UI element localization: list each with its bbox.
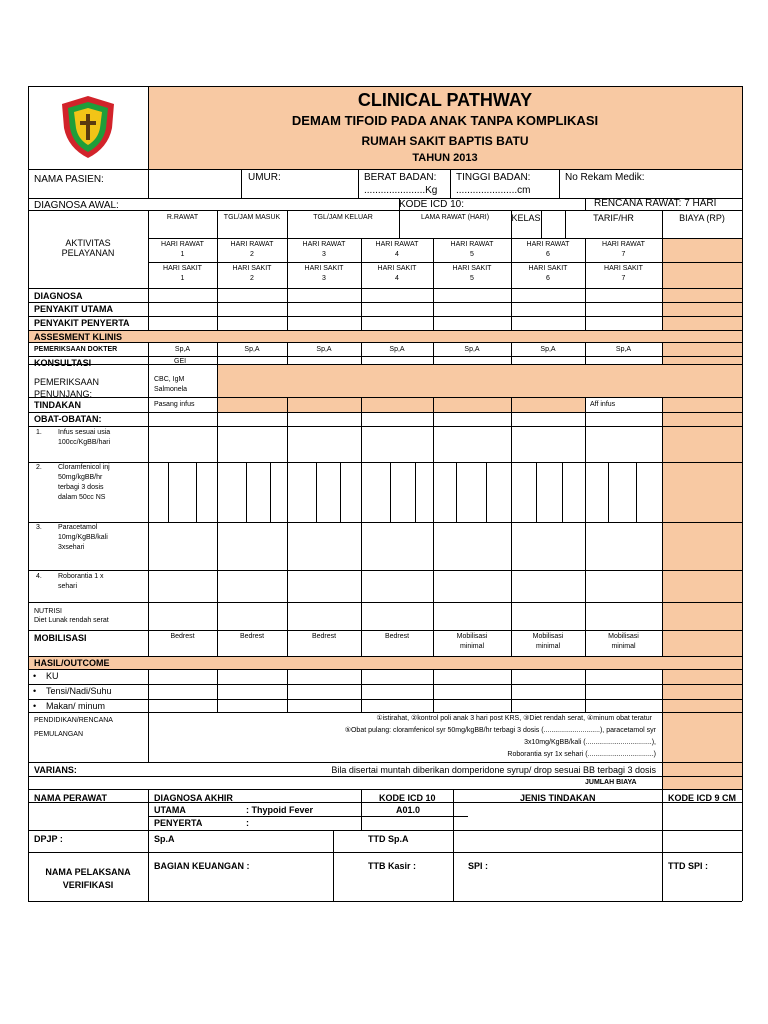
hari-sakit-header: HARI SAKIT 2: [232, 265, 272, 282]
grid-hline: [28, 776, 742, 777]
rencana-rawat-label: RENCANA RAWAT: 7 HARI: [594, 198, 717, 209]
grid-vline: [287, 397, 288, 462]
nama-pelaksana-label: NAMA PELAKSANA VERIFIKASI: [45, 867, 131, 890]
rekam-medik-label: No Rekam Medik:: [565, 172, 645, 183]
mobilisasi-cell: Mobilisasi minimal: [608, 633, 639, 650]
aktivitas-label: AKTIVITAS PELAYANAN: [61, 238, 115, 258]
grid-vline: [433, 669, 434, 712]
logo: [58, 94, 118, 160]
grid-vline: [358, 169, 359, 198]
ttd-spi-label: TTD SPI :: [668, 861, 708, 871]
pendidikan-line-4: Roborantia syr 1x sehari (..................................): [507, 751, 656, 758]
jenis-tindakan-label: JENIS TINDAKAN: [520, 793, 596, 803]
grid-vline: [585, 288, 586, 330]
hari-rawat-header: HARI RAWAT 6: [526, 241, 570, 258]
mobilisasi-cell: Mobilisasi minimal: [532, 633, 564, 650]
grid-hline: [28, 852, 742, 853]
assesment-band: [28, 330, 662, 342]
penyakit-penyerta-label: PENYAKIT PENYERTA: [34, 318, 130, 328]
grid-vline: [433, 288, 434, 330]
grid-vline: [148, 712, 149, 762]
grid-vline: [450, 169, 451, 198]
grid-hline: [28, 210, 742, 211]
hari-sakit-header: HARI SAKIT 4: [377, 265, 417, 282]
obat3-label: Paracetamol 10mg/KgBB/kali 3xsehari: [58, 524, 108, 551]
col-tgl-keluar: TGL/JAM KELUAR: [313, 214, 373, 221]
hari-rawat-header: HARI RAWAT 5: [450, 241, 494, 258]
utama-value: : Thypoid Fever: [246, 805, 314, 815]
dokter-cell: Sp,A: [464, 346, 480, 353]
grid-vline: [585, 397, 586, 462]
penunjang-fill: [217, 364, 662, 397]
tinggi-label: TINGGI BADAN:: [456, 172, 531, 183]
hari-sakit-header: HARI SAKIT 6: [528, 265, 568, 282]
pendidikan-line-2: ⑤Obat pulang: cloramfenicol syr 50mg/kgBB/hr terbagi 3 dosis (.............................), paracetamol syr: [344, 727, 656, 734]
grid-vline: [361, 397, 362, 462]
pendidikan-line-1: ①istirahat, ②kontrol poli anak 3 hari post KRS, ③Diet rendah serat, ④minum obat teratur: [376, 715, 652, 722]
grid-hline: [28, 712, 742, 713]
mobilisasi-cell: Bedrest: [384, 633, 410, 640]
ttd-spa-label: TTD Sp.A: [368, 834, 409, 844]
utama-code: A01.0: [396, 805, 421, 815]
pendidikan-label: PENDIDIKAN/RENCANA PEMULANGAN: [34, 717, 113, 738]
grid-hline: [28, 602, 742, 603]
grid-vline: [287, 288, 288, 330]
diagnosa-akhir-label: DIAGNOSA AKHIR: [154, 793, 233, 803]
grid-vline: [636, 462, 637, 522]
nama-pasien-label: NAMA PASIEN:: [34, 174, 104, 185]
grid-vline: [742, 86, 743, 901]
grid-hline: [28, 86, 742, 87]
grid-vline: [415, 462, 416, 522]
hari-rawat-header: HARI RAWAT 4: [375, 241, 419, 258]
assesment-label: ASSESMENT KLINIS: [34, 332, 123, 342]
grid-vline: [585, 462, 586, 656]
dokter-cell: Sp,A: [174, 346, 191, 353]
diagnosa-label: DIAGNOSA: [34, 291, 83, 301]
jumlah-biaya-label: JUMLAH BIAYA: [585, 779, 637, 786]
grid-vline: [453, 789, 454, 830]
kode-icd-label: KODE ICD 10:: [399, 199, 465, 210]
grid-vline: [148, 669, 149, 712]
mobilisasi-cell: Bedrest: [170, 633, 195, 640]
grid-hline: [28, 669, 742, 670]
hari-rawat-header: HARI RAWAT 3: [302, 241, 346, 258]
grid-vline: [453, 830, 454, 901]
grid-vline: [148, 397, 149, 462]
grid-hline: [28, 426, 742, 427]
col-tarif: TARIF/HR: [593, 213, 634, 223]
biaya-column-fill: [662, 238, 742, 788]
grid-vline: [217, 462, 218, 656]
grid-vline: [541, 210, 542, 238]
grid-vline: [585, 198, 586, 210]
grid-vline: [433, 462, 434, 656]
obat2-number: 2.: [36, 464, 42, 471]
grid-vline: [246, 462, 247, 522]
grid-vline: [662, 397, 663, 462]
grid-vline: [390, 462, 391, 522]
grid-vline: [361, 288, 362, 330]
col-lama-rawat: LAMA RAWAT (HARI): [420, 214, 490, 221]
penunjang-label: PEMERIKSAAN PENUNJANG:: [34, 377, 100, 399]
berat-field[interactable]: ......................Kg: [364, 185, 438, 196]
mobilisasi-cell: Bedrest: [311, 633, 337, 640]
umur-label: UMUR:: [248, 172, 281, 183]
grid-hline: [28, 901, 742, 902]
grid-vline: [287, 669, 288, 712]
ttb-kasir-label: TTB Kasir :: [368, 861, 417, 871]
grid-vline: [316, 462, 317, 522]
obat1-label: Infus sesuai usia 100cc/KgBB/hari: [58, 429, 111, 446]
hari-sakit-header: HARI SAKIT 7: [604, 265, 643, 282]
hospital-name: RUMAH SAKIT BAPTIS BATU: [361, 134, 529, 148]
grid-hline: [28, 302, 742, 303]
jumlah-biaya-fill: [662, 776, 742, 789]
aff-infus-value: Aff infus: [590, 401, 616, 408]
grid-vline: [148, 789, 149, 830]
grid-hline: [28, 330, 742, 331]
grid-vline: [148, 86, 149, 198]
dokter-cell: Sp,A: [540, 346, 556, 353]
hari-sakit-header: HARI SAKIT 3: [304, 265, 344, 282]
spi-label: SPI :: [468, 861, 489, 871]
tindakan-label: TINDAKAN: [34, 400, 81, 410]
grid-hline: [28, 684, 742, 685]
grid-vline: [662, 789, 663, 830]
grid-hline: [148, 816, 468, 817]
grid-hline: [28, 762, 742, 763]
spa-label: Sp.A: [154, 834, 175, 844]
grid-hline: [28, 169, 742, 170]
grid-vline: [241, 169, 242, 198]
hari-sakit-header: HARI SAKIT 5: [452, 265, 492, 282]
grid-vline: [662, 712, 663, 762]
penyerta-value: :: [246, 818, 249, 828]
grid-vline: [585, 669, 586, 712]
hasil-band: [28, 656, 662, 669]
grid-vline: [662, 238, 663, 288]
grid-vline: [456, 462, 457, 522]
grid-hline: [28, 699, 742, 700]
grid-vline: [361, 669, 362, 712]
obat-label: OBAT-OBATAN:: [34, 414, 102, 424]
grid-vline: [196, 462, 197, 522]
cross-shield-icon: [58, 94, 118, 160]
penyerta-label: PENYERTA: [154, 818, 203, 828]
obat2-label: Cloramfenicol inj 50mg/kgBB/hr terbagi 3 dosis dalam 50cc NS: [58, 464, 110, 501]
mobilisasi-cell: Bedrest: [239, 633, 265, 640]
grid-vline: [217, 288, 218, 330]
grid-vline: [662, 762, 663, 789]
tindakan-value: Pasang infus: [154, 401, 195, 408]
grid-hline: [28, 397, 742, 398]
grid-hline: [148, 238, 742, 239]
ku-label: KU: [46, 671, 59, 681]
grid-vline: [511, 462, 512, 656]
page-subtitle: DEMAM TIFOID PADA ANAK TANPA KOMPLIKASI: [291, 113, 599, 128]
grid-hline: [28, 789, 742, 790]
grid-vline: [148, 364, 149, 397]
col-r-rawat: R.RAWAT: [166, 214, 199, 221]
tindakan-fill: [217, 398, 585, 412]
dokter-cell: Sp,A: [389, 346, 405, 353]
grid-vline: [662, 462, 663, 656]
grid-hline: [28, 288, 742, 289]
kode-icd9-label: KODE ICD 9 CM: [668, 793, 737, 803]
grid-hline: [28, 412, 742, 413]
tensi-label: Tensi/Nadi/Suhu: [46, 686, 112, 696]
grid-vline: [608, 462, 609, 522]
grid-vline: [361, 789, 362, 830]
grid-vline: [168, 462, 169, 522]
varians-text: Bila disertai muntah diberikan domperidone syrup/ drop sesuai BB terbagi 3 dosis: [331, 765, 656, 775]
grid-vline: [148, 462, 149, 656]
hari-sakit-header: HARI SAKIT 1: [163, 265, 202, 282]
grid-vline: [361, 462, 362, 656]
dpjp-label: DPJP :: [34, 834, 63, 844]
page-title: CLINICAL PATHWAY: [357, 90, 533, 110]
grid-hline: [28, 830, 742, 831]
grid-vline: [148, 830, 149, 901]
konsultasi-label: KONSULTASI: [34, 358, 92, 368]
konsultasi-value: GEI: [174, 358, 187, 365]
varians-label: VARIANS:: [34, 765, 77, 775]
nama-perawat-label: NAMA PERAWAT: [34, 793, 107, 803]
year-label: TAHUN 2013: [412, 152, 478, 164]
obat4-number: 4.: [36, 573, 42, 580]
dokter-cell: Sp,A: [615, 346, 632, 353]
mobilisasi-label: MOBILISASI: [34, 633, 87, 643]
grid-vline: [536, 462, 537, 522]
grid-vline: [562, 462, 563, 522]
mobilisasi-cell: Mobilisasi minimal: [456, 633, 488, 650]
grid-vline: [28, 86, 29, 901]
grid-hline: [28, 364, 742, 365]
makan-label: Makan/ minum: [46, 701, 106, 711]
nutrisi-label: NUTRISI Diet Lunak rendah serat: [34, 608, 109, 624]
grid-vline: [433, 397, 434, 462]
berat-label: BERAT BADAN:: [364, 172, 437, 183]
tinggi-field[interactable]: ......................cm: [456, 185, 531, 196]
col-tgl-masuk: TGL/JAM MASUK: [223, 214, 281, 221]
grid-hline: [28, 570, 742, 571]
pendidikan-line-3: 3x10mg/KgBB/kali (..................................),: [524, 739, 656, 746]
pemeriksaan-dokter-label: PEMERIKSAAN DOKTER: [34, 346, 118, 353]
obat1-number: 1.: [36, 429, 42, 436]
grid-vline: [287, 462, 288, 656]
grid-vline: [662, 288, 663, 330]
grid-vline: [270, 462, 271, 522]
grid-vline: [511, 397, 512, 462]
grid-vline: [662, 669, 663, 712]
grid-hline: [28, 522, 742, 523]
grid-vline: [217, 669, 218, 712]
hari-rawat-header: HARI RAWAT 2: [230, 241, 274, 258]
grid-vline: [511, 669, 512, 712]
kode-icd10-label: KODE ICD 10: [379, 793, 436, 803]
grid-vline: [662, 342, 663, 364]
grid-vline: [217, 364, 218, 397]
grid-vline: [662, 830, 663, 901]
grid-vline: [559, 169, 560, 198]
col-kelas: KELAS: [511, 213, 541, 223]
grid-vline: [511, 288, 512, 330]
utama-label: UTAMA: [154, 805, 186, 815]
grid-hline: [28, 356, 742, 357]
grid-vline: [333, 830, 334, 901]
obat4-label: Roborantia 1 x sehari: [58, 573, 104, 590]
clinical-pathway-form: [28, 86, 742, 901]
dokter-cell: Sp,A: [244, 346, 260, 353]
grid-vline: [486, 462, 487, 522]
hasil-label: HASIL/OUTCOME: [34, 658, 110, 668]
grid-vline: [340, 462, 341, 522]
grid-hline: [28, 630, 742, 631]
grid-hline: [28, 342, 742, 343]
obat3-number: 3.: [36, 524, 42, 531]
penyakit-utama-label: PENYAKIT UTAMA: [34, 304, 114, 314]
ku-bullet: •: [33, 671, 37, 681]
penunjang-value: CBC, IgM Salmonela: [154, 376, 188, 393]
col-biaya: BIAYA (RP): [679, 213, 725, 223]
hari-rawat-header: HARI RAWAT 1: [161, 241, 204, 258]
dokter-cell: Sp,A: [316, 346, 332, 353]
grid-vline: [148, 288, 149, 330]
grid-hline: [148, 262, 742, 263]
grid-vline: [217, 397, 218, 462]
makan-bullet: •: [33, 701, 37, 711]
grid-hline: [28, 316, 742, 317]
hari-rawat-header: HARI RAWAT 7: [602, 241, 645, 258]
tensi-bullet: •: [33, 686, 37, 696]
grid-hline: [28, 462, 742, 463]
bagian-keuangan-label: BAGIAN KEUANGAN :: [154, 861, 250, 871]
diagnosa-awal-label: DIAGNOSA AWAL:: [34, 200, 119, 211]
grid-hline: [28, 656, 742, 657]
